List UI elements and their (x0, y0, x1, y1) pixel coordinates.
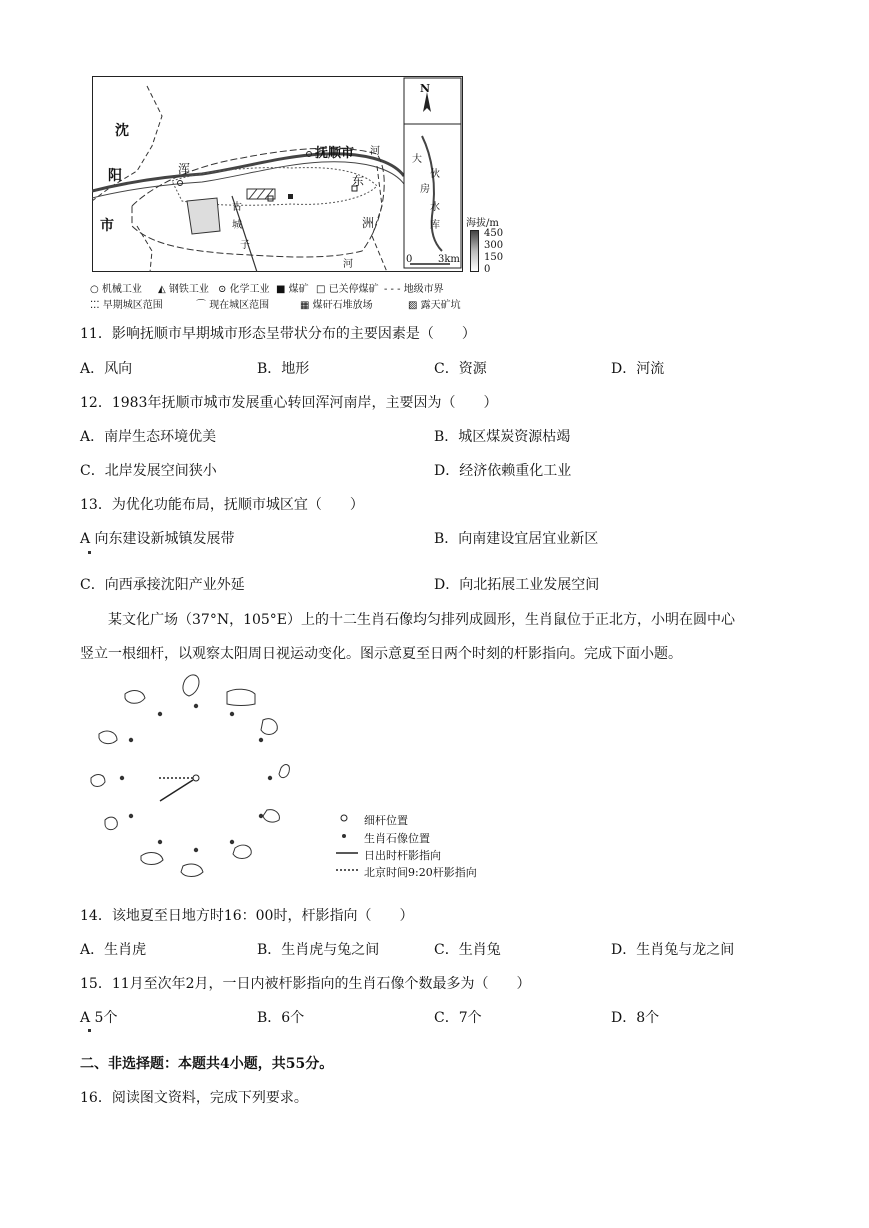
dot-mark (88, 551, 91, 554)
label-shi: 市 (100, 218, 114, 234)
legend-steel: ◭ 钢铁工业 (158, 284, 209, 295)
elevation-tick: 0 (484, 264, 491, 275)
q14-option-c[interactable]: C．生肖兔 (434, 942, 501, 958)
north-arrow-icon: N (420, 82, 431, 95)
label-fang: 房 (420, 184, 430, 195)
legend-gangue: ▦ 煤矸石堆放场 (300, 300, 373, 311)
label-river-bottom: 河 (343, 259, 353, 270)
passage-line-2: 竖立一根细杆，以观察太阳周日视运动变化。图示意夏至日两个时刻的杆影指向。完成下面小题。 (80, 646, 682, 662)
q15-stem: 15．11月至次年2月，一日内被杆影指向的生肖石像个数最多为（ ） (80, 976, 531, 992)
q11-option-a[interactable]: A．风向 (80, 361, 133, 377)
q13-option-d[interactable]: D．向北拓展工业发展空间 (434, 577, 600, 593)
q14-option-d[interactable]: D．生肖兔与龙之间 (611, 942, 735, 958)
section-2-heading: 二、非选择题：本题共4小题，共55分。 (80, 1056, 334, 1072)
legend-text: 煤矿 (288, 284, 309, 295)
q11-stem: 11．影响抚顺市早期城市形态呈带状分布的主要因素是（ ） (80, 326, 476, 342)
q14-stem: 14．该地夏至日地方时16：00时，杆影指向（ ） (80, 908, 414, 924)
legend-text: 机械工业 (101, 284, 142, 295)
legend-city-boundary: - - - 地级市界 (384, 284, 444, 295)
q12-stem: 12．1983年抚顺市城市发展重心转回浑河南岸，主要因为（ ） (80, 395, 498, 411)
legend-early-city: ⁚⁚⁚ 早期城区范围 (90, 300, 163, 311)
gangue-pile (187, 198, 220, 234)
legend-closed-mine: □ 已关停煤矿 (316, 284, 379, 295)
scale-label: 3km (438, 254, 460, 265)
label-hun: 浑 (178, 162, 191, 176)
legend-text: 煤矸石堆放场 (312, 300, 373, 311)
label-zhou: 洲 (362, 216, 375, 230)
legend-text: 化学工业 (229, 284, 270, 295)
label-shui: 水 (430, 202, 440, 213)
legend-text: 早期城区范围 (102, 300, 163, 311)
zodiac-animal-icons (91, 675, 289, 877)
city-boundary-line (137, 226, 152, 272)
q16-stem: 16．阅读图文资料，完成下列要求。 (80, 1090, 308, 1106)
label-zi: 子 (240, 240, 250, 251)
q13-option-b[interactable]: B．向南建设宜居宜业新区 (434, 531, 599, 547)
q15-option-d[interactable]: D．8个 (611, 1010, 660, 1026)
legend-pole: 细杆位置 (364, 814, 408, 827)
north-arrow-icon (415, 92, 445, 118)
legend-open-pit: ▨ 露天矿坑 (408, 300, 461, 311)
q15-option-c[interactable]: C．7个 (434, 1010, 482, 1026)
legend-sunrise-shadow: 日出时杆影指向 (364, 849, 441, 862)
shadow-sunrise (160, 780, 193, 801)
city-boundary-line (372, 166, 387, 272)
zodiac-circle-drawing (85, 670, 325, 895)
label-shen: 沈 (115, 123, 129, 139)
map-drawing (92, 76, 463, 272)
q11-option-b[interactable]: B．地形 (257, 361, 310, 377)
label-ku: 库 (430, 220, 440, 231)
elevation-tick: 450 (484, 228, 504, 239)
passage-line-1: 某文化广场（37°N，105°E）上的十二生肖石像均匀排列成圆形，生肖鼠位于正北方，小明在圆中心 (108, 612, 736, 628)
q13-option-c[interactable]: C．向西承接沈阳产业外延 (80, 577, 245, 593)
label-fushun-city: 抚顺市 (315, 146, 355, 161)
legend-machinery: ○ 机械工业 (90, 284, 142, 295)
label-dong: 东 (352, 174, 365, 188)
legend-text: 现在城区范围 (209, 300, 270, 311)
q15-option-b[interactable]: B．6个 (257, 1010, 305, 1026)
legend-current-city: ⌒ 现在城区范围 (196, 300, 270, 311)
q13-option-a[interactable]: A 向东建设新城镇发展带 (80, 531, 235, 547)
label-da: 大 (412, 154, 422, 165)
q11-option-d[interactable]: D．河流 (611, 361, 665, 377)
scale-zero: 0 (406, 254, 413, 265)
legend-text: 地级市界 (403, 284, 444, 295)
elevation-bar (470, 230, 479, 272)
legend-text: 钢铁工业 (168, 284, 209, 295)
q12-option-c[interactable]: C．北岸发展空间狭小 (80, 463, 217, 479)
elevation-title: 海拔/m (466, 218, 499, 229)
q12-option-d[interactable]: D．经济依赖重化工业 (434, 463, 572, 479)
legend-text: 已关停煤矿 (328, 284, 379, 295)
pole-position (193, 775, 199, 781)
q12-option-b[interactable]: B．城区煤炭资源枯竭 (434, 429, 571, 445)
q12-option-a[interactable]: A．南岸生态环境优美 (80, 429, 217, 445)
zodiac-legend-symbols (336, 812, 360, 882)
q15-option-a[interactable]: A 5个 (80, 1010, 118, 1026)
legend-chemical: ⊙ 化学工业 (218, 284, 270, 295)
legend-stone: 生肖石像位置 (364, 832, 430, 845)
label-huo: 伙 (430, 169, 440, 180)
q14-option-a[interactable]: A．生肖虎 (80, 942, 147, 958)
q11-option-c[interactable]: C．资源 (434, 361, 487, 377)
legend-text: 露天矿坑 (420, 300, 461, 311)
label-yang: 阳 (108, 168, 122, 184)
label-cheng: 城 (232, 220, 242, 231)
dot-mark (88, 1029, 91, 1032)
label-river-top: 河 (370, 146, 380, 157)
legend-coal-mine: ■ 煤矿 (276, 284, 309, 295)
label-gu: 古 (232, 202, 242, 213)
q13-stem: 13．为优化功能布局，抚顺市城区宜（ ） (80, 497, 364, 513)
q14-option-b[interactable]: B．生肖虎与兔之间 (257, 942, 380, 958)
elevation-tick: 300 (484, 240, 504, 251)
elevation-tick: 150 (484, 252, 504, 263)
legend-920-shadow: 北京时间9:20杆影指向 (364, 866, 477, 879)
